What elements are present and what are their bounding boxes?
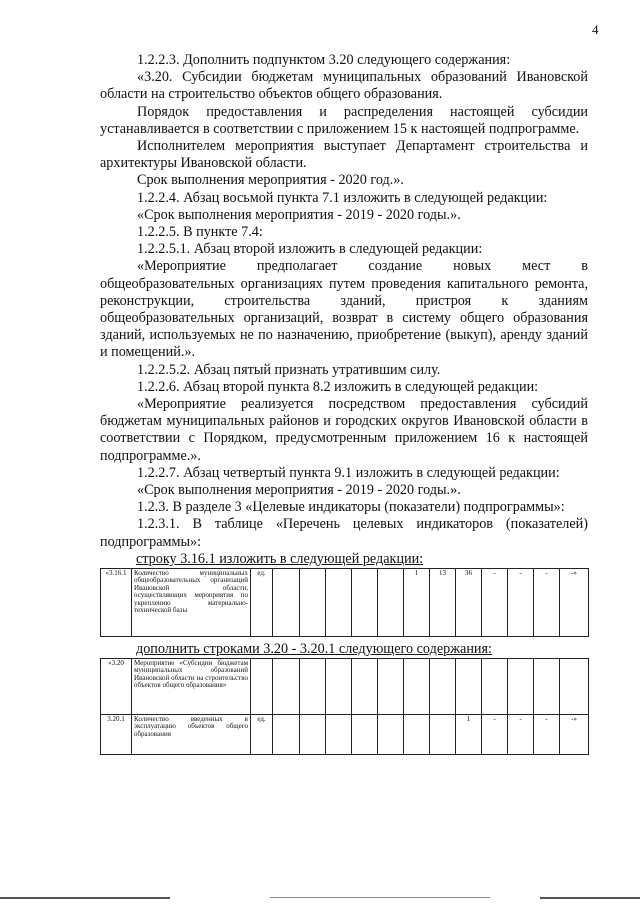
unit-cell: ед. <box>251 714 273 754</box>
value-cell: - <box>534 714 560 754</box>
value-cell <box>378 568 404 636</box>
value-cell <box>404 714 430 754</box>
paragraph-9: 1.2.2.5.1. Абзац второй изложить в следующей редакции: <box>137 241 483 258</box>
paragraph-11: 1.2.2.5.2. Абзац пятый признать утратившим силу. <box>137 361 441 378</box>
indicator-table-row-3-16-1 <box>100 568 589 637</box>
indicator-name: Мероприятие «Субсидии бюджетам муниципальных образований Ивановской области на строительство объектов общего образования» <box>132 658 251 714</box>
document-body <box>100 52 588 755</box>
value-cell <box>430 714 456 754</box>
paragraph-12: 1.2.2.6. Абзац второй пункта 8.2 изложить в следующей редакции: <box>137 378 539 395</box>
value-cell: 36 <box>456 568 482 636</box>
value-cell <box>352 568 378 636</box>
unit-cell <box>251 658 273 714</box>
row-number: «3.20 <box>101 658 132 714</box>
paragraph-8: 1.2.2.5. В пункте 7.4: <box>137 224 263 241</box>
value-cell <box>456 658 482 714</box>
value-cell <box>378 714 404 754</box>
paragraph-7: «Срок выполнения мероприятия - 2019 - 2020 годы.». <box>137 206 461 223</box>
value-cell <box>378 658 404 714</box>
table-row <box>101 658 589 714</box>
indicator-table-rows-3-20 <box>100 658 589 755</box>
paragraph-4: Исполнителем мероприятия выступает Департамент строительства и архитектуры Ивановской области. <box>100 138 588 172</box>
table1-caption: строку 3.16.1 изложить в следующей редакции: <box>136 550 424 567</box>
value-cell <box>273 568 300 636</box>
table2-caption: дополнить строками 3.20 - 3.20.1 следующего содержания: <box>136 640 492 657</box>
value-cell <box>326 568 352 636</box>
value-cell <box>404 658 430 714</box>
paragraph-10: «Мероприятие предполагает создание новых мест в общеобразовательных организациях путем проведения капитального ремонта, реконструкции, строительства зданий, пристроя к зданиям общеобразовательных организаций, возврат в систему общего образования зданий, используемых не по назначению, приобретение (выкуп), аренду зданий и помещений.». <box>100 258 588 361</box>
value-cell <box>326 714 352 754</box>
value-cell: - <box>482 714 508 754</box>
paragraph-17: 1.2.3.1. В таблице «Перечень целевых индикаторов (показателей) подпрограммы»: <box>100 516 588 550</box>
value-cell <box>273 658 300 714</box>
paragraph-1: 1.2.2.3. Дополнить подпунктом 3.20 следующего содержания: <box>137 52 511 68</box>
unit-cell: ед. <box>251 568 273 636</box>
value-cell <box>273 714 300 754</box>
scan-artifact <box>0 897 170 899</box>
page-number: 4 <box>592 22 599 37</box>
value-cell <box>430 658 456 714</box>
indicator-name: Количество введенных в эксплуатацию объектов общего образования <box>132 714 251 754</box>
value-cell <box>300 658 326 714</box>
value-cell <box>482 658 508 714</box>
value-cell <box>508 658 534 714</box>
value-cell: - <box>508 714 534 754</box>
value-cell <box>352 714 378 754</box>
row-number: «3.16.1 <box>101 568 132 636</box>
value-cell <box>300 714 326 754</box>
row-number: 3.20.1 <box>101 714 132 754</box>
value-cell <box>326 658 352 714</box>
paragraph-5: Срок выполнения мероприятия - 2020 год.». <box>137 172 404 189</box>
table-row <box>101 714 589 754</box>
scan-artifact <box>540 897 640 899</box>
value-cell: 1 <box>404 568 430 636</box>
paragraph-14: 1.2.2.7. Абзац четвертый пункта 9.1 изложить в следующей редакции: <box>137 464 560 481</box>
value-cell <box>352 658 378 714</box>
paragraph-13: «Мероприятие реализуется посредством предоставления субсидий бюджетам муниципальных районов и городских округов Ивановской области в соответствии с Порядком, предусмотренным приложением 16 к настоящей подпрограмме.». <box>100 396 588 464</box>
value-cell <box>560 658 589 714</box>
value-cell: 1 <box>456 714 482 754</box>
value-cell: - <box>534 568 560 636</box>
paragraph-16: 1.2.3. В разделе 3 «Целевые индикаторы (показатели) подпрограммы»: <box>137 499 565 516</box>
value-cell <box>534 658 560 714</box>
scan-artifact <box>270 897 490 898</box>
value-cell: -» <box>560 714 589 754</box>
value-cell <box>300 568 326 636</box>
value-cell: -» <box>560 568 589 636</box>
paragraph-6: 1.2.2.4. Абзац восьмой пункта 7.1 изложить в следующей редакции: <box>137 189 548 206</box>
indicator-name: Количество муниципальных общеобразовательных организаций Ивановской области, осуществляющих мероприятия по укреплению материально-технической базы <box>132 568 251 636</box>
value-cell: 13 <box>430 568 456 636</box>
value-cell: - <box>508 568 534 636</box>
paragraph-3: Порядок предоставления и распределения настоящей субсидии устанавливается в соответствии с приложением 15 к настоящей подпрограмме. <box>100 103 588 137</box>
value-cell: - <box>482 568 508 636</box>
paragraph-2: «3.20. Субсидии бюджетам муниципальных образований Ивановской области на строительство объектов общего образования. <box>100 69 588 103</box>
paragraph-15: «Срок выполнения мероприятия - 2019 - 2020 годы.». <box>137 482 461 499</box>
